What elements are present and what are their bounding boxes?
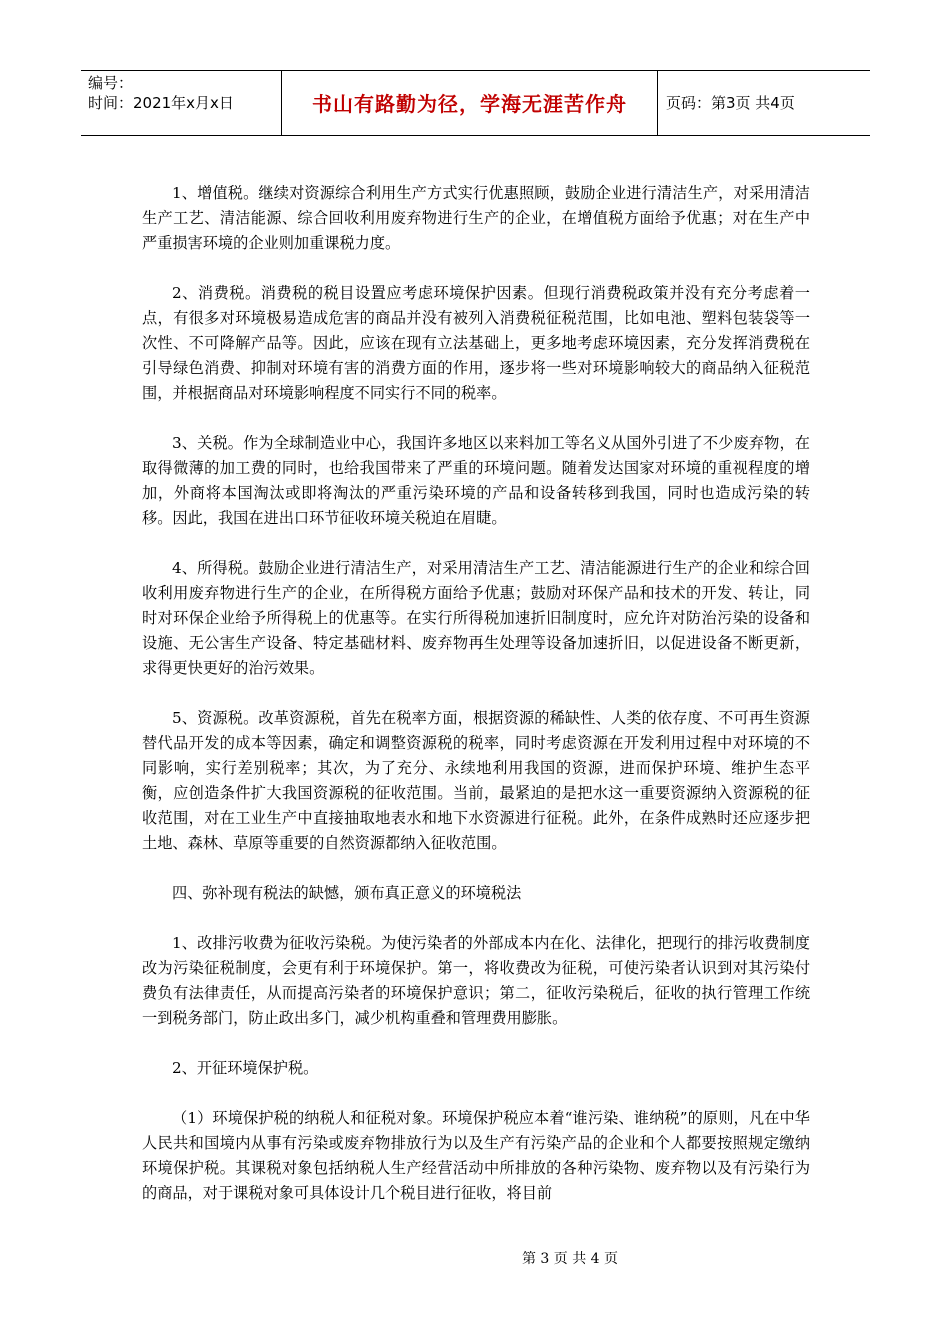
- paragraph-income-tax: 4、所得税。鼓励企业进行清洁生产，对采用清洁生产工艺、清洁能源进行生产的企业和综合回收利用废弃物进行生产的企业，在所得税方面给予优惠；鼓励对环保产品和技术的开发、转让，同时对环保企业给予所得税上的优惠等。在实行所得税加速折旧制度时，应允许对防治污染的设备和设施、无公害生产设备、特定基础材料、废弃物再生处理等设备加速折旧，以促进设备不断更新，求得更快更好的治污效果。: [142, 559, 810, 677]
- page-footer: 第 3 页 共 4 页: [521, 1251, 619, 1267]
- paragraph-pollution-tax: 1、改排污收费为征收污染税。为使污染者的外部成本内在化、法律化，把现行的排污收费制度改为污染征税制度，会更有利于环境保护。第一，将收费改为征税，可使污染者认识到对其污染付费负有法律责任，从而提高污染者的环境保护意识；第二，征收污染税后，征收的执行管理工作统一到税务部门，防止政出多门，减少机构重叠和管理费用膨胀。: [142, 934, 810, 1027]
- header-meta-cell: [81, 71, 282, 135]
- paragraph-environmental-tax-heading: 2、开征环境保护税。: [172, 1059, 319, 1077]
- document-body: [142, 181, 810, 1231]
- header-motto: 书山有路勤为径，学海无涯苦作舟: [282, 71, 658, 135]
- paragraph-customs-duty: 3、关税。作为全球制造业中心，我国许多地区以来料加工等名义从国外引进了不少废弃物，在取得微薄的加工费的同时，也给我国带来了严重的环境问题。随着发达国家对环境的重视程度的增加，外商将本国淘汰或即将淘汰的严重污染环境的产品和设备转移到我国，同时也造成污染的转移。因此，我国在进出口环节征收环境关税迫在眉睫。: [142, 434, 810, 527]
- document-date: 时间：2021年x月x日: [88, 94, 234, 112]
- header-page-info: 页码：第3页 共4页: [666, 93, 795, 112]
- paragraph-resource-tax: 5、资源税。改革资源税，首先在税率方面，根据资源的稀缺性、人类的依存度、不可再生资源替代品开发的成本等因素，确定和调整资源税的税率，同时考虑资源在开发利用过程中对环境的不同影响，实行差别税率；其次，为了充分、永续地利用我国的资源，进而保护环境、维护生态平衡，应创造条件扩大我国资源税的征收范围。当前，最紧迫的是把水这一重要资源纳入资源税的征收范围，对在工业生产中直接抽取地表水和地下水资源进行征税。此外，在条件成熟时还应逐步把土地、森林、草原等重要的自然资源都纳入征收范围。: [142, 709, 810, 852]
- paragraph-vat: 1、增值税。继续对资源综合利用生产方式实行优惠照顾，鼓励企业进行清洁生产，对采用清洁生产工艺、清洁能源、综合回收利用废弃物进行生产的企业，在增值税方面给予优惠；对在生产中严重损害环境的企业则加重课税力度。: [142, 184, 810, 252]
- section-heading-four: 四、弥补现有税法的缺憾，颁布真正意义的环境税法: [172, 884, 522, 902]
- paragraph-taxpayer-and-object: （1）环境保护税的纳税人和征税对象。环境保护税应本着“谁污染、谁纳税”的原则，凡在中华人民共和国境内从事有污染或废弃物排放行为以及生产有污染产品的企业和个人都要按照规定缴纳环境保护税。其课税对象包括纳税人生产经营活动中所排放的各种污染物、废弃物以及有污染行为的商品，对于课税对象可具体设计几个税目进行征收，将目前: [142, 1109, 810, 1202]
- page-header: [81, 70, 870, 136]
- document-code-label: 编号：: [88, 74, 134, 92]
- paragraph-consumption-tax: 2、消费税。消费税的税目设置应考虑环境保护因素。但现行消费税政策并没有充分考虑着一点，有很多对环境极易造成危害的商品并没有被列入消费税征税范围，比如电池、塑料包装袋等一次性、不可降解产品等。因此，应该在现有立法基础上，更多地考虑环境因素，充分发挥消费税在引导绿色消费、抑制对环境有害的消费方面的作用，逐步将一些对环境影响较大的商品纳入征税范围，并根据商品对环境影响程度不同实行不同的税率。: [142, 284, 810, 402]
